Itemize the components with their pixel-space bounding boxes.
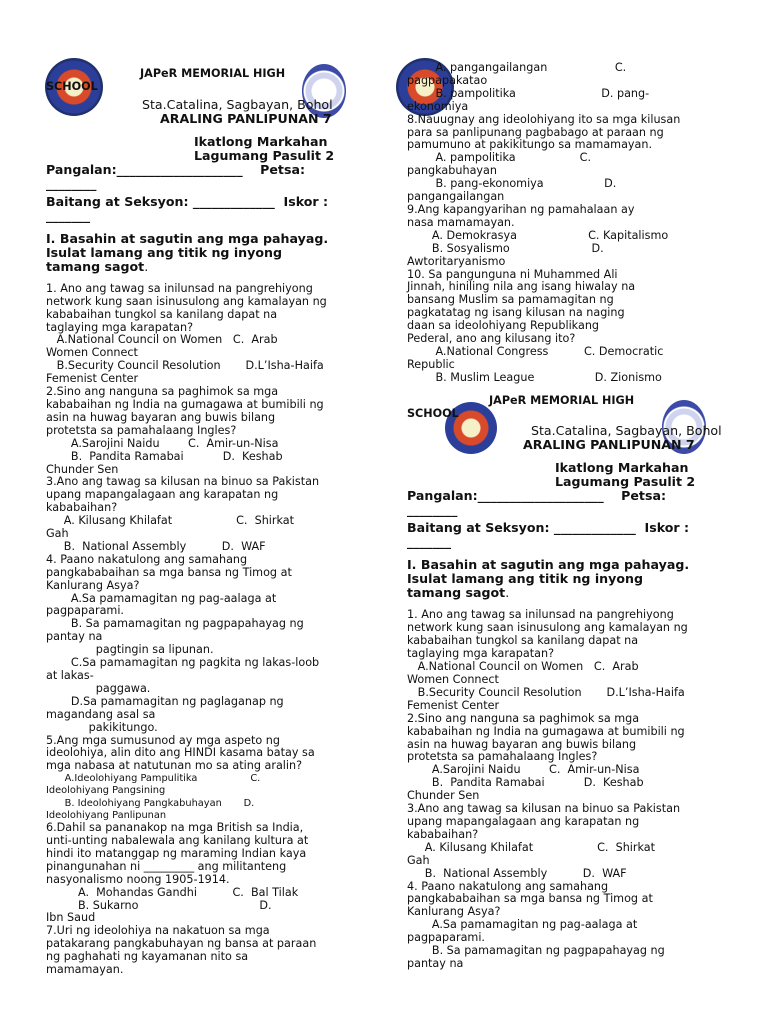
question-line: asin na huwag bayaran ang buwis bilang <box>407 737 637 751</box>
question-line: taglaying mga karapatan? <box>46 320 194 334</box>
question-line: pinangunahan ni _________ ang militanteng <box>46 859 287 873</box>
question-line: Women Connect <box>46 346 138 360</box>
question-line: A.National Congress C. Democratic <box>407 344 664 358</box>
question-line: kababaihan ng India na gumagawa at bumibili ng <box>46 397 324 411</box>
question-line: kababaihan ng India na gumagawa at bumibili ng <box>407 724 685 738</box>
question-line: D.Sa pamamagitan ng paglaganap ng <box>46 694 284 708</box>
quarter-label-copy: Ikatlong Markahan <box>555 460 689 476</box>
question-line: ekonomiya <box>407 99 469 113</box>
question-line: C.Sa pamamagitan ng pagkita ng lakas-loob <box>46 656 320 670</box>
question-line: nasa mamamayan. <box>407 215 515 229</box>
question-line: B. pang-ekonomiya D. <box>407 177 617 191</box>
instructions-line-1-copy: I. Basahin at sagutin ang mga pahayag. <box>407 557 690 573</box>
question-line: B. National Assembly D. WAF <box>407 866 627 880</box>
question-line: asin na huwag bayaran ang buwis bilang <box>46 410 276 424</box>
question-line: upang mapangalagaan ang karapatan ng <box>46 488 279 502</box>
question-line: daan sa ideolohiyang Republikang <box>407 319 600 333</box>
question-line: B. pampolitika D. pang- <box>407 86 650 100</box>
question-line: pangkababaihan sa mga bansa ng Timog at <box>46 565 292 579</box>
question-line: Ideolohiyang Panlipunan <box>46 809 167 821</box>
question-line: taglaying mga karapatan? <box>407 647 555 661</box>
questions-left-end <box>46 822 358 977</box>
school-name-end: SCHOOL <box>46 79 98 93</box>
instructions-line-3: tamang sagot. <box>46 258 149 274</box>
question-line: A.Ideolohiyang Pampulitika C. <box>46 773 261 785</box>
question-line: 3.Ano ang tawag sa kilusan na binuo sa Pakistan <box>407 802 681 816</box>
question-line: A.Sa pamamagitan ng pag-aalaga at <box>407 918 638 932</box>
question-line: unti-unting nabalewala ang kanilang kultura at <box>46 833 309 847</box>
question-line: Chunder Sen <box>46 462 119 476</box>
question-line: 6.Dahil sa pananakop na mga British sa India, <box>46 821 304 835</box>
question-line: 7.Uri ng ideolohiya na nakatuon sa mga <box>46 924 270 938</box>
instructions-line-1: I. Basahin at sagutin ang mga pahayag. <box>46 230 329 246</box>
question-line: network kung saan isinusulong ang kamalayan ng <box>46 294 327 308</box>
question-line: B. Pandita Ramabai D. Keshab <box>407 776 644 790</box>
question-line: A. Mohandas Gandhi C. Bal Tilak <box>46 885 299 899</box>
section-score-field: Baitang at Seksyon: _____________ Iskor : <box>46 193 329 209</box>
question-line: B. Pandita Ramabai D. Keshab <box>46 449 283 463</box>
question-line: 4. Paano nakatulong ang samahang <box>46 552 248 566</box>
question-line: pagpapakatao <box>407 73 488 87</box>
school-address: Sta.Catalina, Sagbayan, Bohol <box>142 96 333 112</box>
question-line: Women Connect <box>407 673 499 686</box>
question-line: kababaihan? <box>46 501 118 515</box>
question-line: Republic <box>407 357 455 371</box>
question-line: Gah <box>46 527 69 541</box>
section-score-field-cont: _______ <box>46 207 91 223</box>
question-line: nasyonalismo noong 1905-1914. <box>46 872 230 886</box>
question-line: paggawa. <box>46 681 151 695</box>
question-line: A. pangangailangan C. <box>407 61 627 74</box>
question-line: Gah <box>407 853 430 867</box>
question-line: 2.Sino ang nanguna sa paghimok sa mga <box>407 711 640 725</box>
question-line: upang mapangalagaan ang karapatan ng <box>407 814 640 828</box>
question-line: Femenist Center <box>407 698 500 712</box>
school-name: JAPeR MEMORIAL HIGH <box>140 67 286 80</box>
question-line: 1. Ano ang tawag sa inilunsad na pangrehiyong <box>407 608 674 622</box>
question-line: kababaihan? <box>407 827 479 841</box>
question-line: pangangailangan <box>407 190 505 204</box>
question-line: A.National Council on Women C. Arab <box>46 333 278 347</box>
question-line: magandang asal sa <box>46 707 156 721</box>
questions-right-top <box>407 62 719 385</box>
question-line: 2.Sino ang nanguna sa paghimok sa mga <box>46 385 279 399</box>
question-line: B. Sa pamamagitan ng pagpapahayag ng <box>46 617 304 631</box>
quiz-title: Lagumang Pasulit 2 <box>194 147 335 163</box>
question-line: B.Security Council Resolution D.L’Isha-Haifa <box>407 685 685 699</box>
question-line: mamamayan. <box>46 963 124 977</box>
left-column <box>46 62 358 977</box>
question-line: B. Ideolohiyang Pangkabuhayan D. <box>46 797 255 809</box>
question-line: at lakas- <box>46 669 94 682</box>
question-line: pantay na <box>46 630 103 644</box>
question-line: A.Sarojini Naidu C. Amir-un-Nisa <box>46 436 279 450</box>
instructions-line-3-copy: tamang sagot. <box>407 585 510 601</box>
question-line: pantay na <box>407 956 464 970</box>
school-address-copy: Sta.Catalina, Sagbayan, Bohol <box>531 423 722 439</box>
question-line: ideolohiya, alin dito ang HINDI kasama batay sa <box>46 746 315 760</box>
question-line: Ideolohiyang Pangsining <box>46 785 166 797</box>
question-line: patakarang pangkabuhayan ng bansa at paraan <box>46 937 317 951</box>
question-line: 4. Paano nakatulong ang samahang <box>407 879 609 893</box>
question-line: protetsta sa pamahalaang Ingles? <box>46 423 237 437</box>
question-line: A.Sarojini Naidu C. Amir-un-Nisa <box>407 763 640 777</box>
question-line: B.Security Council Resolution D.L’Isha-Haifa <box>46 359 324 373</box>
question-line: B. Muslim League D. Zionismo <box>407 370 662 384</box>
question-line: hindi ito matanggap ng maraming Indian kaya <box>46 846 307 860</box>
questions-left <box>46 283 358 773</box>
question-line: A. Kilusang Khilafat C. Shirkat <box>46 514 295 528</box>
quiz-title-copy: Lagumang Pasulit 2 <box>555 474 696 490</box>
question-line: Awtoritaryanismo <box>407 254 506 268</box>
questions-right-bottom <box>407 609 719 970</box>
question-line: protetsta sa pamahalaang Ingles? <box>407 750 598 764</box>
question-line: B. Sukarno D. <box>46 898 272 912</box>
question-line: A. pampolitika C. <box>407 151 592 165</box>
name-date-field-cont: ________ <box>46 175 97 191</box>
section-score-field-cont-copy: _______ <box>407 534 452 550</box>
question-line: pagkatatag ng isang kilusan na naging <box>407 306 625 320</box>
instructions-line-2: Isulat lamang ang titik ng inyong <box>46 244 282 260</box>
name-date-field: Pangalan:____________________ Petsa: <box>46 161 305 177</box>
question-line: A.Sa pamamagitan ng pag-aalaga at <box>46 591 277 605</box>
question-line: A. Demokrasya C. Kapitalismo <box>407 228 669 242</box>
question-line: pagpaparami. <box>46 604 124 618</box>
question-line: 1. Ano ang tawag sa inilunsad na pangrehiyong <box>46 281 313 295</box>
instructions-line-2-copy: Isulat lamang ang titik ng inyong <box>407 571 643 587</box>
question-line: pangkabuhayan <box>407 164 497 178</box>
question-line: 8.Nauugnay ang ideolohiyang ito sa mga kilusan <box>407 112 681 126</box>
question-line: Femenist Center <box>46 372 139 386</box>
question-line: mga nabasa at natutunan mo sa ating aralin? <box>46 759 303 773</box>
school-name-end-copy: SCHOOL <box>407 406 459 420</box>
question-line: 3.Ano ang tawag sa kilusan na binuo sa Pakistan <box>46 475 320 489</box>
question-line: pakikitungo. <box>46 720 158 734</box>
subject-title-copy: ARALING PANLIPUNAN 7 <box>523 437 695 453</box>
question-line: 5.Ang mga sumusunod ay mga aspeto ng <box>46 733 280 747</box>
question-line: ng paghahati ng kayamanan nito sa <box>46 950 249 964</box>
question-line: kababaihan tungkol sa kanilang dapat na <box>407 634 639 648</box>
question-line: Ibn Saud <box>46 911 96 925</box>
question-line: 9.Ang kapangyarihan ng pamahalaan ay <box>407 202 635 216</box>
school-name-copy: JAPeR MEMORIAL HIGH <box>489 393 635 407</box>
question-line: kababaihan tungkol sa kanilang dapat na <box>46 307 278 321</box>
question-line: A. Kilusang Khilafat C. Shirkat <box>407 840 656 854</box>
question-line: para sa panlipunang pagbabago at paraan ng <box>407 125 664 139</box>
question-line: pamumuno at pakikitungo sa mamamayan. <box>407 138 653 152</box>
question-line: B. Sosyalismo D. <box>407 241 604 255</box>
name-date-field-copy: Pangalan:____________________ Petsa: <box>407 488 666 504</box>
question-line: network kung saan isinusulong ang kamalayan ng <box>407 621 688 635</box>
question-line: A.National Council on Women C. Arab <box>407 660 639 674</box>
question-line: Kanlurang Asya? <box>46 578 140 592</box>
q5-choices <box>46 773 358 822</box>
question-line: B. Sa pamamagitan ng pagpapahayag ng <box>407 944 665 958</box>
subject-title: ARALING PANLIPUNAN 7 <box>160 110 332 126</box>
name-date-field-cont-copy: ________ <box>407 502 458 518</box>
question-line: bansang Muslim sa pamamagitan ng <box>407 293 614 307</box>
question-line: B. National Assembly D. WAF <box>46 539 266 553</box>
question-line: Jinnah, hiniling nila ang isang hiwalay na <box>407 280 636 294</box>
question-line: pangkababaihan sa mga bansa ng Timog at <box>407 892 653 906</box>
question-line: 10. Sa pangunguna ni Muhammed Ali <box>407 267 618 281</box>
section-score-field-copy: Baitang at Seksyon: _____________ Iskor : <box>407 520 690 536</box>
question-line: Pederal, ano ang kilusang ito? <box>407 332 576 346</box>
question-line: pagtingin sa lipunan. <box>46 643 214 657</box>
question-line: Chunder Sen <box>407 789 480 803</box>
right-column <box>407 61 722 971</box>
quarter-label: Ikatlong Markahan <box>194 133 328 149</box>
question-line: Kanlurang Asya? <box>407 905 501 919</box>
question-line: pagpaparami. <box>407 931 485 945</box>
